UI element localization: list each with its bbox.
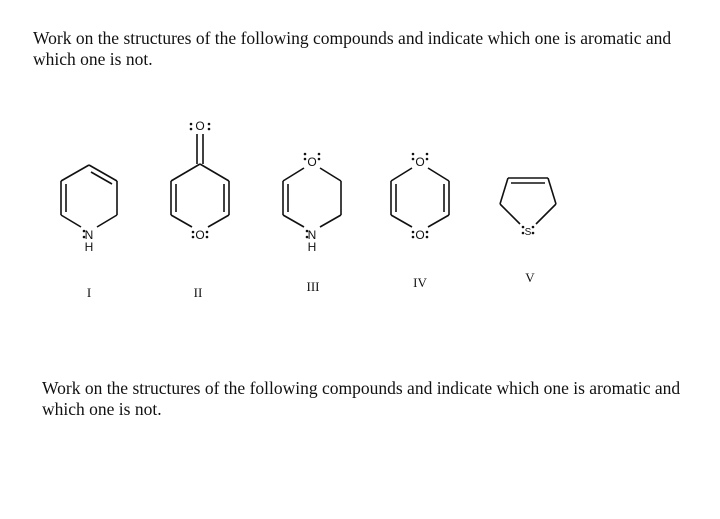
compound-II-ring-oxygen: O (195, 228, 205, 242)
compound-II-top-oxygen: O (195, 119, 205, 133)
compound-IV-ring (391, 168, 449, 227)
compound-II-label: II (193, 285, 203, 300)
compound-I-hydrogen: H (84, 240, 94, 254)
compound-II-ring (171, 164, 229, 227)
compound-II (171, 119, 229, 300)
compound-V-ring (500, 178, 556, 224)
question-line-2: which one is not. (42, 399, 162, 419)
compound-IV-bottom-oxygen: O (415, 228, 425, 242)
question-text-top (33, 28, 720, 70)
question-line-2: which one is not. (33, 49, 153, 69)
compound-III-hydrogen: H (307, 240, 317, 254)
compound-V-sulfur: S (524, 227, 532, 238)
compound-III-nitrogen: N (307, 228, 317, 242)
compound-III (283, 153, 341, 294)
compound-I-ring (61, 165, 117, 227)
compound-V-label: V (525, 270, 535, 285)
compound-IV-label: IV (413, 275, 427, 290)
compound-I (61, 165, 117, 300)
compound-III-oxygen: O (307, 155, 317, 169)
structures-figure (0, 100, 720, 310)
compound-III-ring (283, 168, 341, 227)
compound-I-nitrogen: N (84, 228, 94, 242)
question-line-1: Work on the structures of the following compounds and indicate which one is aromatic and (42, 378, 681, 398)
compound-IV-top-oxygen: O (415, 155, 425, 169)
compound-III-label: III (306, 279, 320, 294)
compound-V (500, 178, 556, 285)
compound-I-label: I (86, 285, 92, 300)
question-line-1: Work on the structures of the following compounds and indicate which one is aromatic and (33, 28, 672, 48)
compound-IV (391, 153, 449, 290)
question-text-bottom (42, 378, 720, 420)
